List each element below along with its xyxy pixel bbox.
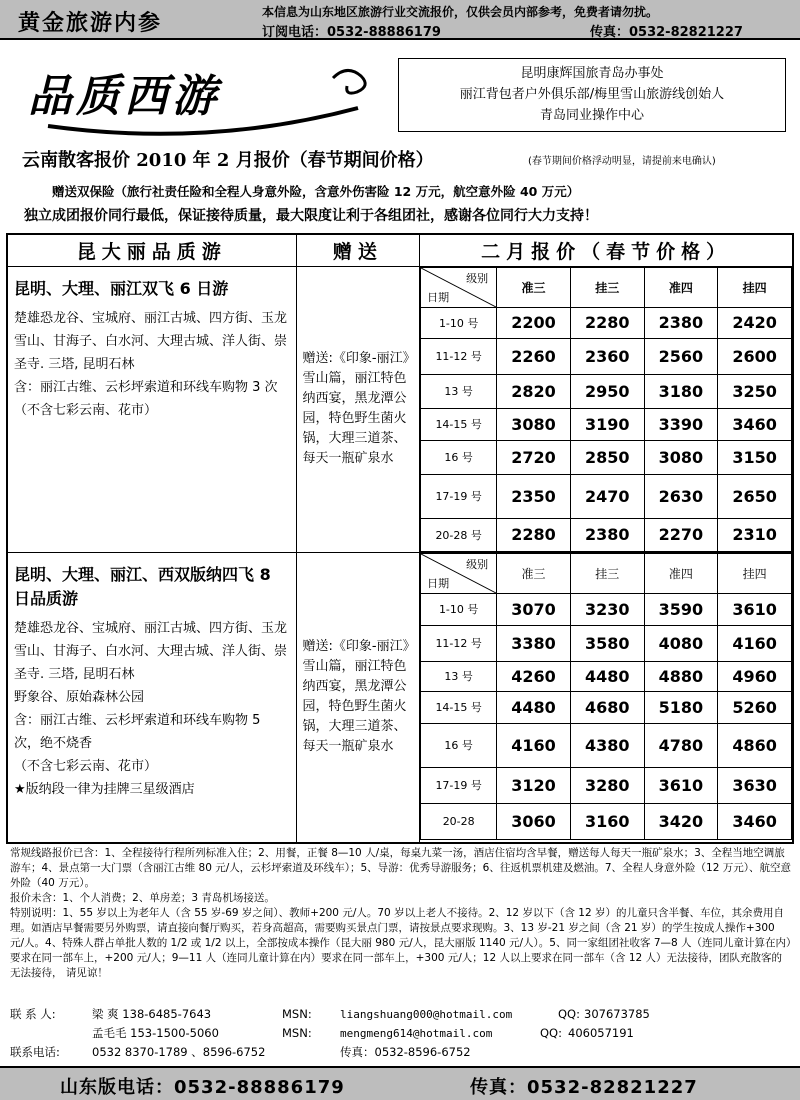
insurance-line: 赠送双保险（旅行社责任险和全程人身意外险，含意外伤害险 12 万元，航空意外险 40 万元） [52,184,580,199]
table-row [421,474,792,518]
column-header-route: 昆大丽品质游 [7,234,296,266]
footer-fax: 传真：0532-82821227 [470,1077,698,1098]
price-cell: 2360 [570,338,644,374]
route-1-include: 含：丽江古维、云杉坪索道和环线车购物 3 次（不含七彩云南、花市） [14,379,278,418]
bottom-banner [0,1066,800,1100]
notes-section [10,846,792,981]
price-cell: 5180 [644,691,718,723]
price-cell: 4680 [570,691,644,723]
price-cell: 2720 [497,440,571,474]
price-cell: 4480 [570,661,644,691]
date-cell: 1-10 号 [421,307,497,338]
date-cell: 20-28 号 [421,518,497,551]
logo [28,56,398,136]
contact-fax: 传真：0532-8596-6752 [340,1045,471,1059]
price-cell: 3190 [570,408,644,440]
price-cell: 3120 [497,767,571,803]
level-label: 级别 [466,271,489,285]
price-cell: 2380 [570,518,644,551]
slogan-line: 独立成团报价同行最低，保证接待质量，最大限度让利于各组团社，感谢各位同行大力支持！ [24,208,598,224]
price-cell: 3380 [497,625,571,661]
date-cell: 17-19 号 [421,767,497,803]
price-cell: 4160 [497,723,571,767]
contact-name: 梁 爽 138-6485-7643 [92,1007,212,1021]
price-cell: 3610 [644,767,718,803]
price-cell: 3230 [570,593,644,625]
table-row [421,661,792,691]
table-row [421,625,792,661]
route-2-desc: 楚雄恐龙谷、宝城府、丽江古城、四方街、玉龙雪山、甘海子、白水河、大理古城、洋人街、崇圣寺. 三塔, 昆明石林 [14,620,288,682]
price-cell: 3590 [644,593,718,625]
price-cell: 3080 [497,408,571,440]
route-2-cell [7,552,296,843]
level-header: 准三 [497,267,571,307]
date-cell: 14-15 号 [421,408,497,440]
price-cell: 2950 [570,374,644,408]
price-cell: 2200 [497,307,571,338]
column-header-price: 二月报价（春节价格） [420,234,793,266]
route-1-price-cell [420,266,793,552]
price-cell: 4860 [718,723,792,767]
date-cell: 14-15 号 [421,691,497,723]
contact-name: 孟毛毛 153-1500-5060 [92,1026,219,1040]
route-2-price-table [420,553,792,840]
price-cell: 2380 [644,307,718,338]
contact-row [10,1024,792,1043]
price-cell: 2260 [497,338,571,374]
brand-title: 黄金旅游内参 [18,11,163,36]
price-cell: 2310 [718,518,792,551]
price-cell: 4380 [570,723,644,767]
table-row [421,803,792,839]
price-cell: 2280 [570,307,644,338]
level-label: 级别 [466,557,489,571]
date-cell: 13 号 [421,374,497,408]
price-cell: 4480 [497,691,571,723]
table-row [421,440,792,474]
price-grid [6,233,794,844]
org-line-2: 丽江背包者户外俱乐部/梅里雪山旅游线创始人 [459,87,725,102]
price-cell: 4260 [497,661,571,691]
contacts-section [10,1005,792,1062]
price-cell: 3180 [644,374,718,408]
date-label: 日期 [427,576,450,590]
table-row [421,408,792,440]
route-2-price-cell [420,552,793,843]
price-cell: 4880 [644,661,718,691]
price-cell: 3070 [497,593,571,625]
level-header: 挂三 [570,267,644,307]
header-fax: 传真：0532-82821227 [590,25,743,40]
price-cell: 3420 [644,803,718,839]
qq-label: QQ: [540,1026,562,1040]
date-cell: 20-28 [421,803,497,839]
contact-label: 联 系 人: [10,1007,56,1021]
route-1-desc: 楚雄恐龙谷、宝城府、丽江古城、四方街、玉龙雪山、甘海子、白水河、大理古城、洋人街、崇圣寺. 三塔, 昆明石林 [14,310,288,372]
table-row [421,767,792,803]
price-cell: 2600 [718,338,792,374]
price-cell: 2470 [570,474,644,518]
level-header: 挂三 [570,553,644,593]
level-header: 挂四 [718,553,792,593]
route-1-level-date-header [421,267,497,307]
table-row [421,338,792,374]
price-cell: 3390 [644,408,718,440]
table-row [421,307,792,338]
subscribe-phone: 订阅电话：0532-88886179 [262,25,441,40]
qq-number: 406057191 [568,1026,634,1040]
price-cell: 3080 [644,440,718,474]
page-title: 云南散客报价 2010 年 2 月报价（春节期间价格） [22,150,434,171]
route-1-title: 昆明、大理、丽江双飞 6 日游 [14,278,229,298]
price-cell: 3060 [497,803,571,839]
table-row [421,593,792,625]
price-cell: 2850 [570,440,644,474]
price-cell: 2650 [718,474,792,518]
member-notice: 本信息为山东地区旅游行业交流报价，仅供会员内部参考，免费者请勿扰。 [262,5,659,19]
price-cell: 3280 [570,767,644,803]
org-line-3: 青岛同业操作中心 [539,108,644,123]
price-cell: 2280 [497,518,571,551]
price-cell: 2560 [644,338,718,374]
price-cell: 4780 [644,723,718,767]
date-cell: 1-10 号 [421,593,497,625]
price-cell: 3630 [718,767,792,803]
msn-label: MSN: [282,1026,312,1040]
route-2-level-date-header [421,553,497,593]
price-cell: 2820 [497,374,571,408]
price-cell: 3150 [718,440,792,474]
price-cell: 2630 [644,474,718,518]
level-header: 准四 [644,267,718,307]
date-cell: 16 号 [421,723,497,767]
date-cell: 11-12 号 [421,625,497,661]
msn-link[interactable]: liangshuang000@hotmail.com [340,1008,513,1021]
price-cell: 3610 [718,593,792,625]
date-cell: 13 号 [421,661,497,691]
contact-row [10,1043,792,1062]
price-cell: 3580 [570,625,644,661]
top-banner [0,0,800,40]
contact-phones: 0532 8370-1789 、8596-6752 [92,1045,266,1059]
price-cell: 2270 [644,518,718,551]
org-line-1: 昆明康辉国旅青岛办事处 [520,66,664,81]
included-note: 常规线路报价已含：1、全程接待行程所列标准入住；2、用餐，正餐 8—10 人/桌，每桌九菜一汤，酒店住宿均含早餐，赠送每人每天一瓶矿泉水；3、全程当地空调旅游车；4、景点第一大门票（含丽江古维 80 元/人，云杉坪索道及环线车）；5、导游：优秀导游服务；6、往返机票机建及燃油。7、全程人身意外险（12 万元）、航空意外险（40 万元）。 [10,847,791,889]
table-row [421,691,792,723]
level-header: 准三 [497,553,571,593]
qq-label: QQ: [558,1007,580,1021]
table-row [421,374,792,408]
special-note: 特别说明：1、55 岁以上为老年人（含 55 岁-69 岁之间）、教师+200 元/人。70 岁以上老人不接待。2、12 岁以下（含 12 岁）的儿童只含半餐、车位，其余费用自理。如酒店早餐需要另外购票，请直接向餐厅购买，若身高超高，需要购买景点门票，请按景点要求现购。3、13 岁-21 岁之间（含 21 岁）的学生按成人操作+300 元/人。4、特殊人群占单批人数的 1/2 或 1/2 以上，全部按成本操作（昆大丽 980 元/人，昆大丽版 1140 元/人）。5、同一家组团社收客 7—8 人（连同儿童计算在内）要求在同一部车上，+200 元/人；9—11 人（连同儿童计算在内）要求在同一部车上，+300 元/人；12 人以上要求在同一部车（含 12 人）无法接待，团队充散客的无法接待， 请见谅！ [10,907,792,979]
price-cell: 4960 [718,661,792,691]
contact-row [10,1005,792,1024]
price-cell: 3250 [718,374,792,408]
logo-text: 品质西游 [28,71,220,122]
route-2-gift: 赠送:《印象-丽江》雪山篇，丽江特色纳西宴，黑龙潭公园，特色野生菌火锅，大理三道茶、每天一瓶矿泉水 [296,552,420,843]
table-row [421,518,792,551]
date-cell: 16 号 [421,440,497,474]
price-cell: 3460 [718,803,792,839]
organization-box [398,58,786,132]
price-cell: 2350 [497,474,571,518]
route-1-cell [7,266,296,552]
route-2-hotel-note: ★版纳段一律为挂牌三星级酒店 [14,781,195,797]
price-cell: 3460 [718,408,792,440]
footer-phone: 山东版电话：0532-88886179 [60,1077,345,1098]
msn-link[interactable]: mengmeng614@hotmail.com [340,1027,493,1040]
route-2-extra: 野象谷、原始森林公园 [14,689,145,705]
date-cell: 11-12 号 [421,338,497,374]
table-row [421,723,792,767]
phone-label: 联系电话: [10,1045,60,1059]
price-cell: 4080 [644,625,718,661]
level-header: 挂四 [718,267,792,307]
title-note: (春节期间价格浮动明显，请提前来电确认) [528,156,716,167]
route-2-title: 昆明、大理、丽江、西双版纳四飞 8 日品质游 [14,564,271,608]
price-cell: 5260 [718,691,792,723]
msn-label: MSN: [282,1007,312,1021]
qq-number: 307673785 [584,1007,650,1021]
date-cell: 17-19 号 [421,474,497,518]
route-2-include: 含：丽江古维、云杉坪索道和环线车购物 5 次，绝不烧香 [14,712,261,751]
route-2-include-note: （不含七彩云南、花市） [14,758,158,774]
price-cell: 3160 [570,803,644,839]
level-header: 准四 [644,553,718,593]
price-cell: 2420 [718,307,792,338]
route-1-price-table [420,267,792,552]
price-cell: 4160 [718,625,792,661]
column-header-gift: 赠送 [296,234,420,266]
date-label: 日期 [427,290,450,304]
route-1-gift: 赠送:《印象-丽江》雪山篇，丽江特色纳西宴，黑龙潭公园，特色野生菌火锅，大理三道茶、每天一瓶矿泉水 [296,266,420,552]
logo-swoosh-icon [28,56,398,136]
excluded-note: 报价未含：1、个人消费；2、单房差；3 青岛机场接送。 [10,892,275,904]
